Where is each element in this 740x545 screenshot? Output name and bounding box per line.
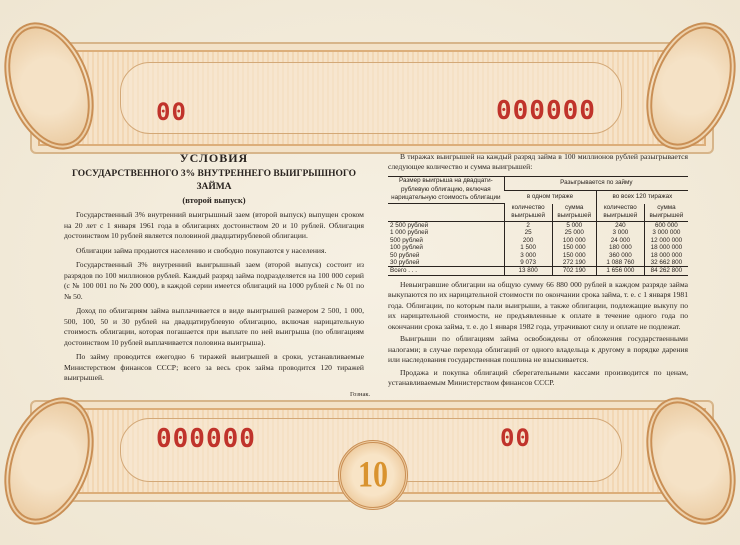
winnings-table bbox=[388, 176, 688, 276]
conditions-paragraph: Государственный 3% внутренний выигрышный заем (второй выпуск) состоит из разрядов по 100 миллионов рублей. Каждый разряд займа подразделяется на 100 000 серий (с № 100 001 по № 200 000), в каждой серии имеется облигаций на 1000 рублей с № 01 по № 50. bbox=[64, 260, 364, 301]
winnings-paragraph: Невыигравшие облигации на общую сумму 66 880 000 рублей в каждом разряде займа выкупаются по их нарицательной стоимости по окончании срока займа, т. е. с 1 января 1981 года. Облигации, по которым пали выигрыши, а также облигации, подлежащие выкупу по их нарицательной стоимости, не предъявленные к оплате в течение одного года по окончании срока займа, т. е. до 1 января 1982 года, утрачивают силу и оплате не подлежат. bbox=[388, 279, 688, 331]
serial-number-bottom: 000000 bbox=[156, 424, 256, 454]
table-cell: 1 500 bbox=[504, 244, 552, 251]
table-row bbox=[388, 252, 688, 259]
conditions-title: УСЛОВИЯ bbox=[179, 151, 249, 165]
col-header-one-draw: в одном тираже bbox=[526, 192, 574, 200]
table-cell: 1 000 рублей bbox=[390, 229, 429, 237]
denomination-medallion bbox=[338, 440, 408, 510]
col-header-blank bbox=[388, 204, 504, 222]
table-cell: 360 000 bbox=[596, 252, 644, 259]
table-cell: 100 рублей bbox=[390, 244, 423, 252]
table-row bbox=[388, 229, 688, 236]
col-header-played: Разыгрывается по займу bbox=[504, 176, 688, 190]
table-cell: 3 000 bbox=[596, 229, 644, 236]
table-cell: 25 000 bbox=[552, 229, 596, 236]
col-header-qty: количество выигрышей bbox=[596, 204, 644, 222]
table-cell: 9 073 bbox=[504, 259, 552, 267]
table-cell: 50 рублей bbox=[390, 251, 420, 259]
conditions-paragraph: Доход по облигациям займа выплачивается в виде выигрышей размером 2 500, 1 000, 500, 100, 50 и 30 рублей на двадцатирублевую облигацию, включая нарицательную стоимость облигации, которая погашается при выплате по ней выигрыша (по облигациям достоинством 10 рублей выплачивается половина выигрыша). bbox=[64, 306, 364, 347]
winnings-section bbox=[388, 152, 688, 391]
col-header-sum: сумма выигрышей bbox=[552, 204, 596, 222]
table-cell: 702 190 bbox=[552, 267, 596, 275]
table-cell: 13 800 bbox=[504, 267, 552, 275]
table-row bbox=[388, 237, 688, 244]
table-total-row bbox=[388, 267, 688, 275]
table-cell: 150 000 bbox=[552, 244, 596, 251]
conditions-paragraph: Государственный 3% внутренний выигрышный заем (второй выпуск) выпущен сроком на 20 лет с 1 января 1961 года в облигациях достоинством 20 и 10 рублей. Облигация достоинством 10 рублей является половиной двадцатирублевой облигации. bbox=[64, 210, 364, 241]
table-cell: 18 000 000 bbox=[644, 252, 688, 259]
table-cell: 3 000 bbox=[504, 252, 552, 259]
table-row bbox=[388, 244, 688, 251]
table-cell: 30 рублей bbox=[390, 258, 420, 266]
category-number-bottom: 00 bbox=[500, 424, 531, 452]
table-cell: 2 500 рублей bbox=[390, 221, 429, 229]
table-cell: 25 bbox=[504, 229, 552, 236]
table-cell: 180 000 bbox=[596, 244, 644, 251]
table-cell: 18 000 000 bbox=[644, 244, 688, 251]
table-cell: 200 bbox=[504, 237, 552, 244]
table-row bbox=[388, 259, 688, 267]
issue-subtitle: (второй выпуск) bbox=[182, 194, 246, 205]
printer-mark: Гознак. bbox=[350, 391, 371, 398]
table-cell: Всего . . . bbox=[388, 267, 504, 275]
col-header-all-draws: во всех 120 тиражах bbox=[596, 190, 688, 203]
table-cell: 12 000 000 bbox=[644, 237, 688, 244]
table-cell: 150 000 bbox=[552, 252, 596, 259]
winnings-paragraph: Продажа и покупка облигаций сберегательными кассами производится по ценам, устанавливаемым Министерством финансов СССР. bbox=[388, 367, 688, 388]
col-header-qty: количество выигрышей bbox=[504, 204, 552, 222]
table-cell: 272 190 bbox=[552, 259, 596, 267]
loan-conditions bbox=[64, 150, 364, 388]
loan-title: ГОСУДАРСТВЕННОГО 3% ВНУТРЕННЕГО ВЫИГРЫШНОГО ЗАЙМА bbox=[71, 168, 357, 192]
denomination-value: 10 bbox=[358, 453, 388, 495]
conditions-paragraph: Облигации займа продаются населению и свободно покупаются у населения. bbox=[76, 245, 327, 255]
table-cell: 84 262 800 bbox=[644, 267, 688, 275]
col-header-size: Размер выигрыша на двадцати-рублевую облигацию, включая нарицательную стоимость облигации bbox=[388, 176, 504, 203]
winnings-paragraph: Выигрыши по облигациям займа освобождены от обложения государственными налогами; в случае перехода облигаций от одного владельца к другому в порядке дарения или наследования государственная пошлина не взыскивается. bbox=[388, 334, 688, 365]
table-cell: 500 рублей bbox=[390, 236, 423, 244]
table-cell: 5 000 bbox=[552, 221, 596, 229]
table-cell: 100 000 bbox=[552, 237, 596, 244]
table-cell: 600 000 bbox=[644, 221, 688, 229]
winnings-intro: В тиражах выигрышей на каждый разряд займа в 100 миллионов рублей разыгрывается следующее количество и сумма выигрышей: bbox=[388, 152, 688, 172]
table-cell: 1 656 000 bbox=[596, 267, 644, 275]
category-number-top: 00 bbox=[156, 98, 187, 126]
table-cell: 3 000 000 bbox=[644, 229, 688, 236]
col-header-sum: сумма выигрышей bbox=[644, 204, 688, 222]
table-cell: 32 662 800 bbox=[644, 259, 688, 267]
table-cell: 24 000 bbox=[596, 237, 644, 244]
table-cell: 240 bbox=[596, 221, 644, 229]
table-row bbox=[388, 221, 688, 229]
serial-number-top: 000000 bbox=[496, 96, 596, 126]
table-cell: 2 bbox=[504, 221, 552, 229]
conditions-paragraph: По займу проводится ежегодно 6 тиражей выигрышей в сроки, устанавливаемые Министерством финансов СССР; всего за весь срок займа проводится 120 тиражей выигрышей. bbox=[64, 352, 364, 383]
table-cell: 1 088 760 bbox=[596, 259, 644, 267]
